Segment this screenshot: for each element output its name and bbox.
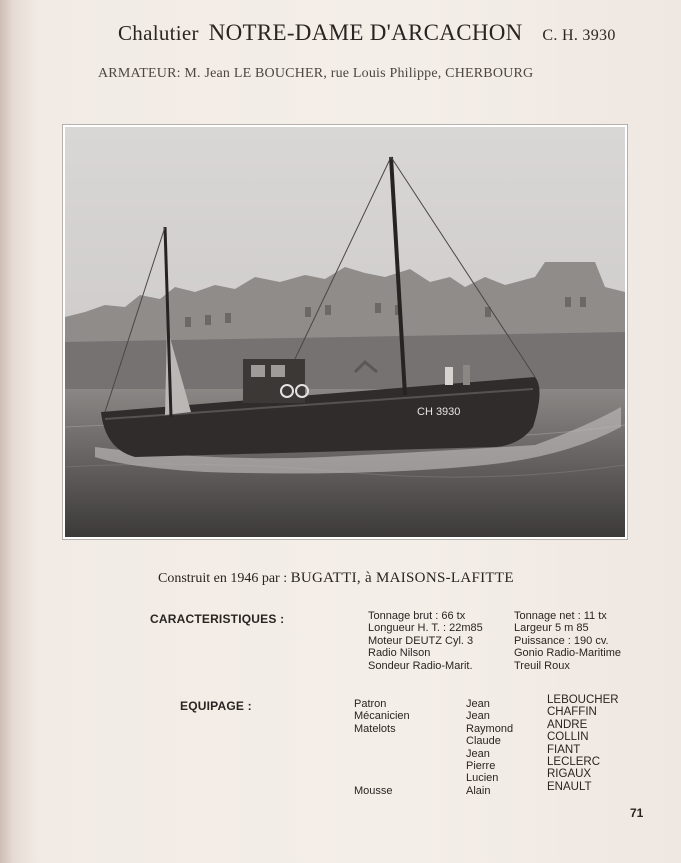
spec-line: Gonio Radio-Maritime bbox=[514, 647, 621, 660]
crew-role: Mécanicien bbox=[354, 710, 410, 723]
crew-surname: LEBOUCHER bbox=[547, 694, 619, 706]
characteristics-label: CARACTERISTIQUES : bbox=[150, 612, 285, 626]
crew-first-name: Lucien bbox=[466, 772, 499, 785]
spec-line: Tonnage net : 11 tx bbox=[514, 610, 607, 622]
spec-line: Puissance : 190 cv. bbox=[514, 634, 609, 647]
crew-role bbox=[354, 748, 410, 760]
crew-surname: FIANT bbox=[547, 743, 581, 756]
crew-first-name: Jean bbox=[466, 747, 490, 760]
crew-first-name: Claude bbox=[466, 735, 501, 748]
spec-line: Radio Nilson bbox=[368, 647, 431, 660]
crew-role bbox=[354, 735, 410, 747]
crew-surname: LECLERC bbox=[547, 755, 601, 768]
crew-first-name: Raymond bbox=[466, 722, 514, 735]
hull-marking: CH 3930 bbox=[417, 406, 461, 418]
crew-surname: ANDRE bbox=[547, 718, 588, 731]
trawler-illustration bbox=[65, 127, 625, 537]
crew-role bbox=[354, 772, 410, 784]
spec-line: Treuil Roux bbox=[514, 659, 570, 672]
spec-line: Moteur DEUTZ Cyl. 3 bbox=[368, 634, 474, 647]
builder-name: BUGATTI, à MAISONS-LAFITTE bbox=[290, 570, 514, 586]
vessel-type: Chalutier bbox=[118, 21, 199, 45]
crew-surnames-column bbox=[547, 694, 619, 793]
owner-line: ARMATEUR: M. Jean LE BOUCHER, rue Louis Philippe, CHERBOURG bbox=[98, 66, 534, 81]
construction-line bbox=[158, 570, 514, 587]
spec-line: Largeur 5 m 85 bbox=[514, 622, 589, 635]
vessel-registration: C. H. 3930 bbox=[542, 27, 616, 44]
crew-surname: ENAULT bbox=[547, 780, 592, 793]
crew-surname: COLLIN bbox=[547, 731, 589, 744]
characteristics-left-column bbox=[368, 610, 483, 672]
crew-first-name: Jean bbox=[466, 710, 490, 723]
crew-role: Mousse bbox=[354, 784, 393, 797]
crew-label: EQUIPAGE : bbox=[180, 699, 252, 713]
crew-roles-column bbox=[354, 698, 410, 797]
crew-first-names-column bbox=[466, 698, 513, 797]
construction-prefix: Construit en 1946 par : bbox=[158, 571, 288, 586]
page-number: 71 bbox=[630, 806, 644, 820]
vessel-name: NOTRE-DAME D'ARCACHON bbox=[208, 20, 523, 45]
spec-line: Sondeur Radio-Marit. bbox=[368, 659, 473, 672]
characteristics-right-column bbox=[514, 610, 621, 672]
crew-first-name: Alain bbox=[466, 784, 491, 797]
spec-line: Tonnage brut : 66 tx bbox=[368, 610, 466, 622]
crew-role: Patron bbox=[354, 698, 387, 710]
crew-surname: CHAFFIN bbox=[547, 706, 597, 719]
spec-line: Longueur H. T. : 22m85 bbox=[368, 622, 483, 635]
crew-role: Matelots bbox=[354, 722, 396, 735]
crew-first-name: Jean bbox=[466, 698, 490, 710]
trawler-photo bbox=[62, 124, 628, 540]
page-title bbox=[118, 20, 616, 46]
crew-role bbox=[354, 760, 410, 772]
crew-surname: RIGAUX bbox=[547, 768, 592, 781]
crew-first-name: Pierre bbox=[466, 759, 496, 772]
